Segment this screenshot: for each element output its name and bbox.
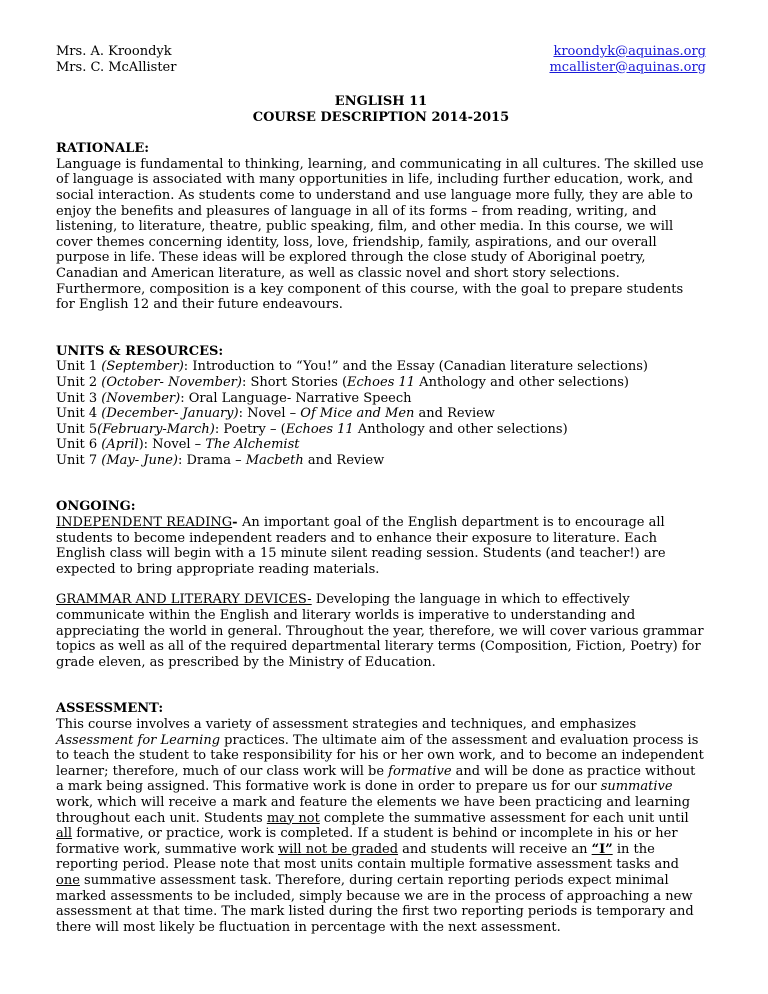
- title-line: COURSE DESCRIPTION 2014-2015: [252, 109, 510, 125]
- grammar-label: GRAMMAR AND LITERARY DEVICES-: [56, 592, 312, 608]
- unit-item: Unit 7 (May- June): Drama – Macbeth and Review: [56, 452, 385, 468]
- assessment-text: This course involves a variety of assessment strategies and techniques, and emphasizes Assessment for Learning practices. The ultimate aim of the assessment and evaluation process is to teach the student to take responsibility for his or her own work, and to become an independent learner; therefore, much of our class work will be formative and will be done as practice without a mark being assigned. This formative work is done in order to prepare us for our summative work, which will receive a mark and feature the elements we have been practicing and learning throughout each unit. Students may not complete the summative assessment for each unit until all formative, or practice, work is completed. If a student is behind or incomplete in his or her formative work, summative work will not be graded and students will receive an “I” in the reporting period. Please note that most units contain multiple formative assessment tasks and one summative assessment task. Therefore, during certain reporting periods expect minimal marked assessments to be included, simply because we are in the process of approaching a new assessment at that time. The mark listed during the first two reporting periods is temporary and there will most likely be fluctuation in percentage with the next assessment.: [56, 717, 704, 935]
- unit-item: Unit 2 (October- November): Short Stories (Echoes 11 Anthology and other selections): [56, 374, 630, 390]
- units-section: [56, 344, 706, 469]
- independent-reading-text: INDEPENDENT READING- An important goal of the English department is to encourage all students to become independent readers and to enhance their exposure to literature. Each English class will begin with a 15 minute silent reading session. Students (and teacher!) are expected to bring appropriate reading materials.: [56, 515, 666, 577]
- unit-item: Unit 5(February-March): Poetry – (Echoes 11 Anthology and other selections): [56, 421, 568, 437]
- title-line: ENGLISH 11: [334, 94, 428, 109]
- teacher-names: [56, 44, 176, 75]
- section-heading: RATIONALE:: [56, 141, 150, 157]
- section-heading: ASSESSMENT:: [56, 701, 164, 717]
- units-list: [56, 359, 706, 468]
- independent-reading-label: INDEPENDENT READING: [56, 515, 233, 531]
- unit-item: Unit 4 (December- January): Novel – Of Mice and Men and Review: [56, 406, 495, 422]
- email-link[interactable]: kroondyk@aquinas.org: [553, 44, 706, 59]
- section-heading: ONGOING:: [56, 499, 136, 515]
- header: [56, 44, 706, 78]
- unit-item: Unit 1 (September): Introduction to “You!” and the Essay (Canadian literature selections): [56, 359, 648, 375]
- rationale-text: Language is fundamental to thinking, learning, and communicating in all cultures. The skilled use of language is associated with many opportunities in life, including further education, work, and social interaction. As students come to understand and use language more fully, they are able to enjoy the benefits and pleasures of language in all of its forms – from reading, writing, and listening, to literature, theatre, public speaking, film, and other media. In this course, we will cover themes concerning identity, loss, love, friendship, family, aspirations, and our overall purpose in life. These ideas will be explored through the close study of Aboriginal poetry, Canadian and American literature, as well as classic novel and short story selections. Furthermore, composition is a key component of this course, with the goal to prepare students for English 12 and their future endeavours.: [56, 156, 704, 313]
- section-heading: UNITS & RESOURCES:: [56, 343, 224, 359]
- unit-item: Unit 6 (April): Novel – The Alchemist: [56, 437, 300, 453]
- rationale-section: [56, 141, 706, 313]
- teacher-emails: [549, 44, 706, 75]
- course-title: [56, 94, 706, 125]
- assessment-section: [56, 701, 706, 935]
- grammar-text: GRAMMAR AND LITERARY DEVICES- Developing the language in which to effectively communicate within the English and literary worlds is imperative to understanding and appreciating the world in general. Throughout the year, therefore, we will cover various grammar topics as well as all of the required departmental literary terms (Composition, Fiction, Poetry) for grade eleven, as prescribed by the Ministry of Education.: [56, 592, 704, 670]
- unit-item: Unit 3 (November): Oral Language- Narrative Speech: [56, 390, 412, 406]
- teacher-name: Mrs. A. Kroondyk: [56, 44, 172, 59]
- teacher-name: Mrs. C. McAllister: [56, 59, 177, 75]
- email-link[interactable]: mcallister@aquinas.org: [549, 59, 706, 75]
- ongoing-section: [56, 499, 706, 670]
- document-page: [56, 44, 706, 935]
